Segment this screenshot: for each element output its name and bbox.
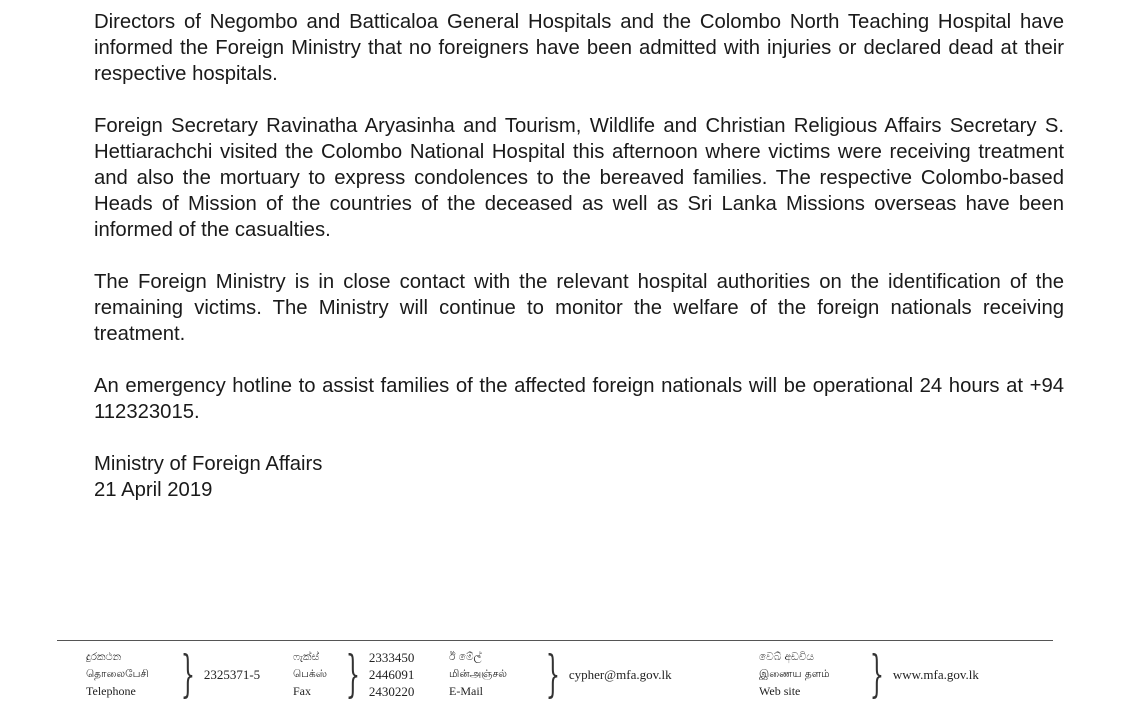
press-release-body xyxy=(94,9,1064,503)
email-brace: } xyxy=(545,645,561,703)
fax-value-1: 2333450 xyxy=(368,649,415,665)
footer-website xyxy=(759,646,979,702)
website-label-tamil: இணைய தளம் xyxy=(759,667,830,680)
telephone-label-sinhala: දුරකථන xyxy=(86,650,122,663)
website-value[interactable]: www.mfa.gov.lk xyxy=(892,666,979,682)
paragraph-hospitals: Directors of Negombo and Batticaloa General Hospitals and the Colombo North Teaching Hospital have informed the Foreign Ministry that no foreigners have been admitted with injuries or declared dead at their respective hospitals. xyxy=(94,11,1064,85)
footer-email xyxy=(449,646,672,702)
footer-telephone xyxy=(86,646,260,702)
email-label-sinhala: ඊ මේල් xyxy=(449,650,482,663)
fax-value-2: 2446091 xyxy=(368,666,415,682)
signature-block xyxy=(94,451,1064,503)
signature-organization: Ministry of Foreign Affairs xyxy=(94,453,323,475)
fax-label-english: Fax xyxy=(293,683,311,698)
telephone-label-tamil: தொலைபேசி xyxy=(86,667,149,680)
email-label-tamil: மின்அஞ்சல் xyxy=(449,667,507,680)
fax-label-tamil: பெக்ஸ் xyxy=(293,667,327,680)
fax-values xyxy=(369,649,415,700)
letterhead-footer xyxy=(0,646,1132,706)
fax-brace: } xyxy=(345,645,361,703)
signature-date: 21 April 2019 xyxy=(94,479,213,501)
telephone-label-english: Telephone xyxy=(86,683,136,698)
fax-label-sinhala: ෆැක්ස් xyxy=(293,650,320,663)
footer-fax xyxy=(293,646,414,702)
paragraph-secretaries-visit: Foreign Secretary Ravinatha Aryasinha and Tourism, Wildlife and Christian Religious Affairs Secretary S. Hettiarachchi visited the Colombo National Hospital this afternoon where victims were receiving treatment and also the mortuary to express condolences to the bereaved families. The respective Colombo-based Heads of Mission of the countries of the deceased as well as Sri Lanka Missions overseas have been informed of the casualties. xyxy=(94,115,1064,241)
website-label-english: Web site xyxy=(759,683,801,698)
telephone-value: 2325371-5 xyxy=(203,666,261,682)
email-label-english: E-Mail xyxy=(449,683,483,698)
paragraph-hotline: An emergency hotline to assist families of the affected foreign nationals will be operational 24 hours at +94 112323015. xyxy=(94,375,1064,423)
website-brace: } xyxy=(869,645,885,703)
email-value[interactable]: cypher@mfa.gov.lk xyxy=(568,666,672,682)
footer-divider xyxy=(57,640,1053,641)
website-label-sinhala: වෙබ් අඩවිය xyxy=(759,650,814,663)
telephone-brace: } xyxy=(180,645,196,703)
fax-value-3: 2430220 xyxy=(368,683,415,699)
paragraph-ministry-contact: The Foreign Ministry is in close contact with the relevant hospital authorities on the identification of the remaining victims. The Ministry will continue to monitor the welfare of the foreign nationals receiving treatment. xyxy=(94,271,1064,345)
